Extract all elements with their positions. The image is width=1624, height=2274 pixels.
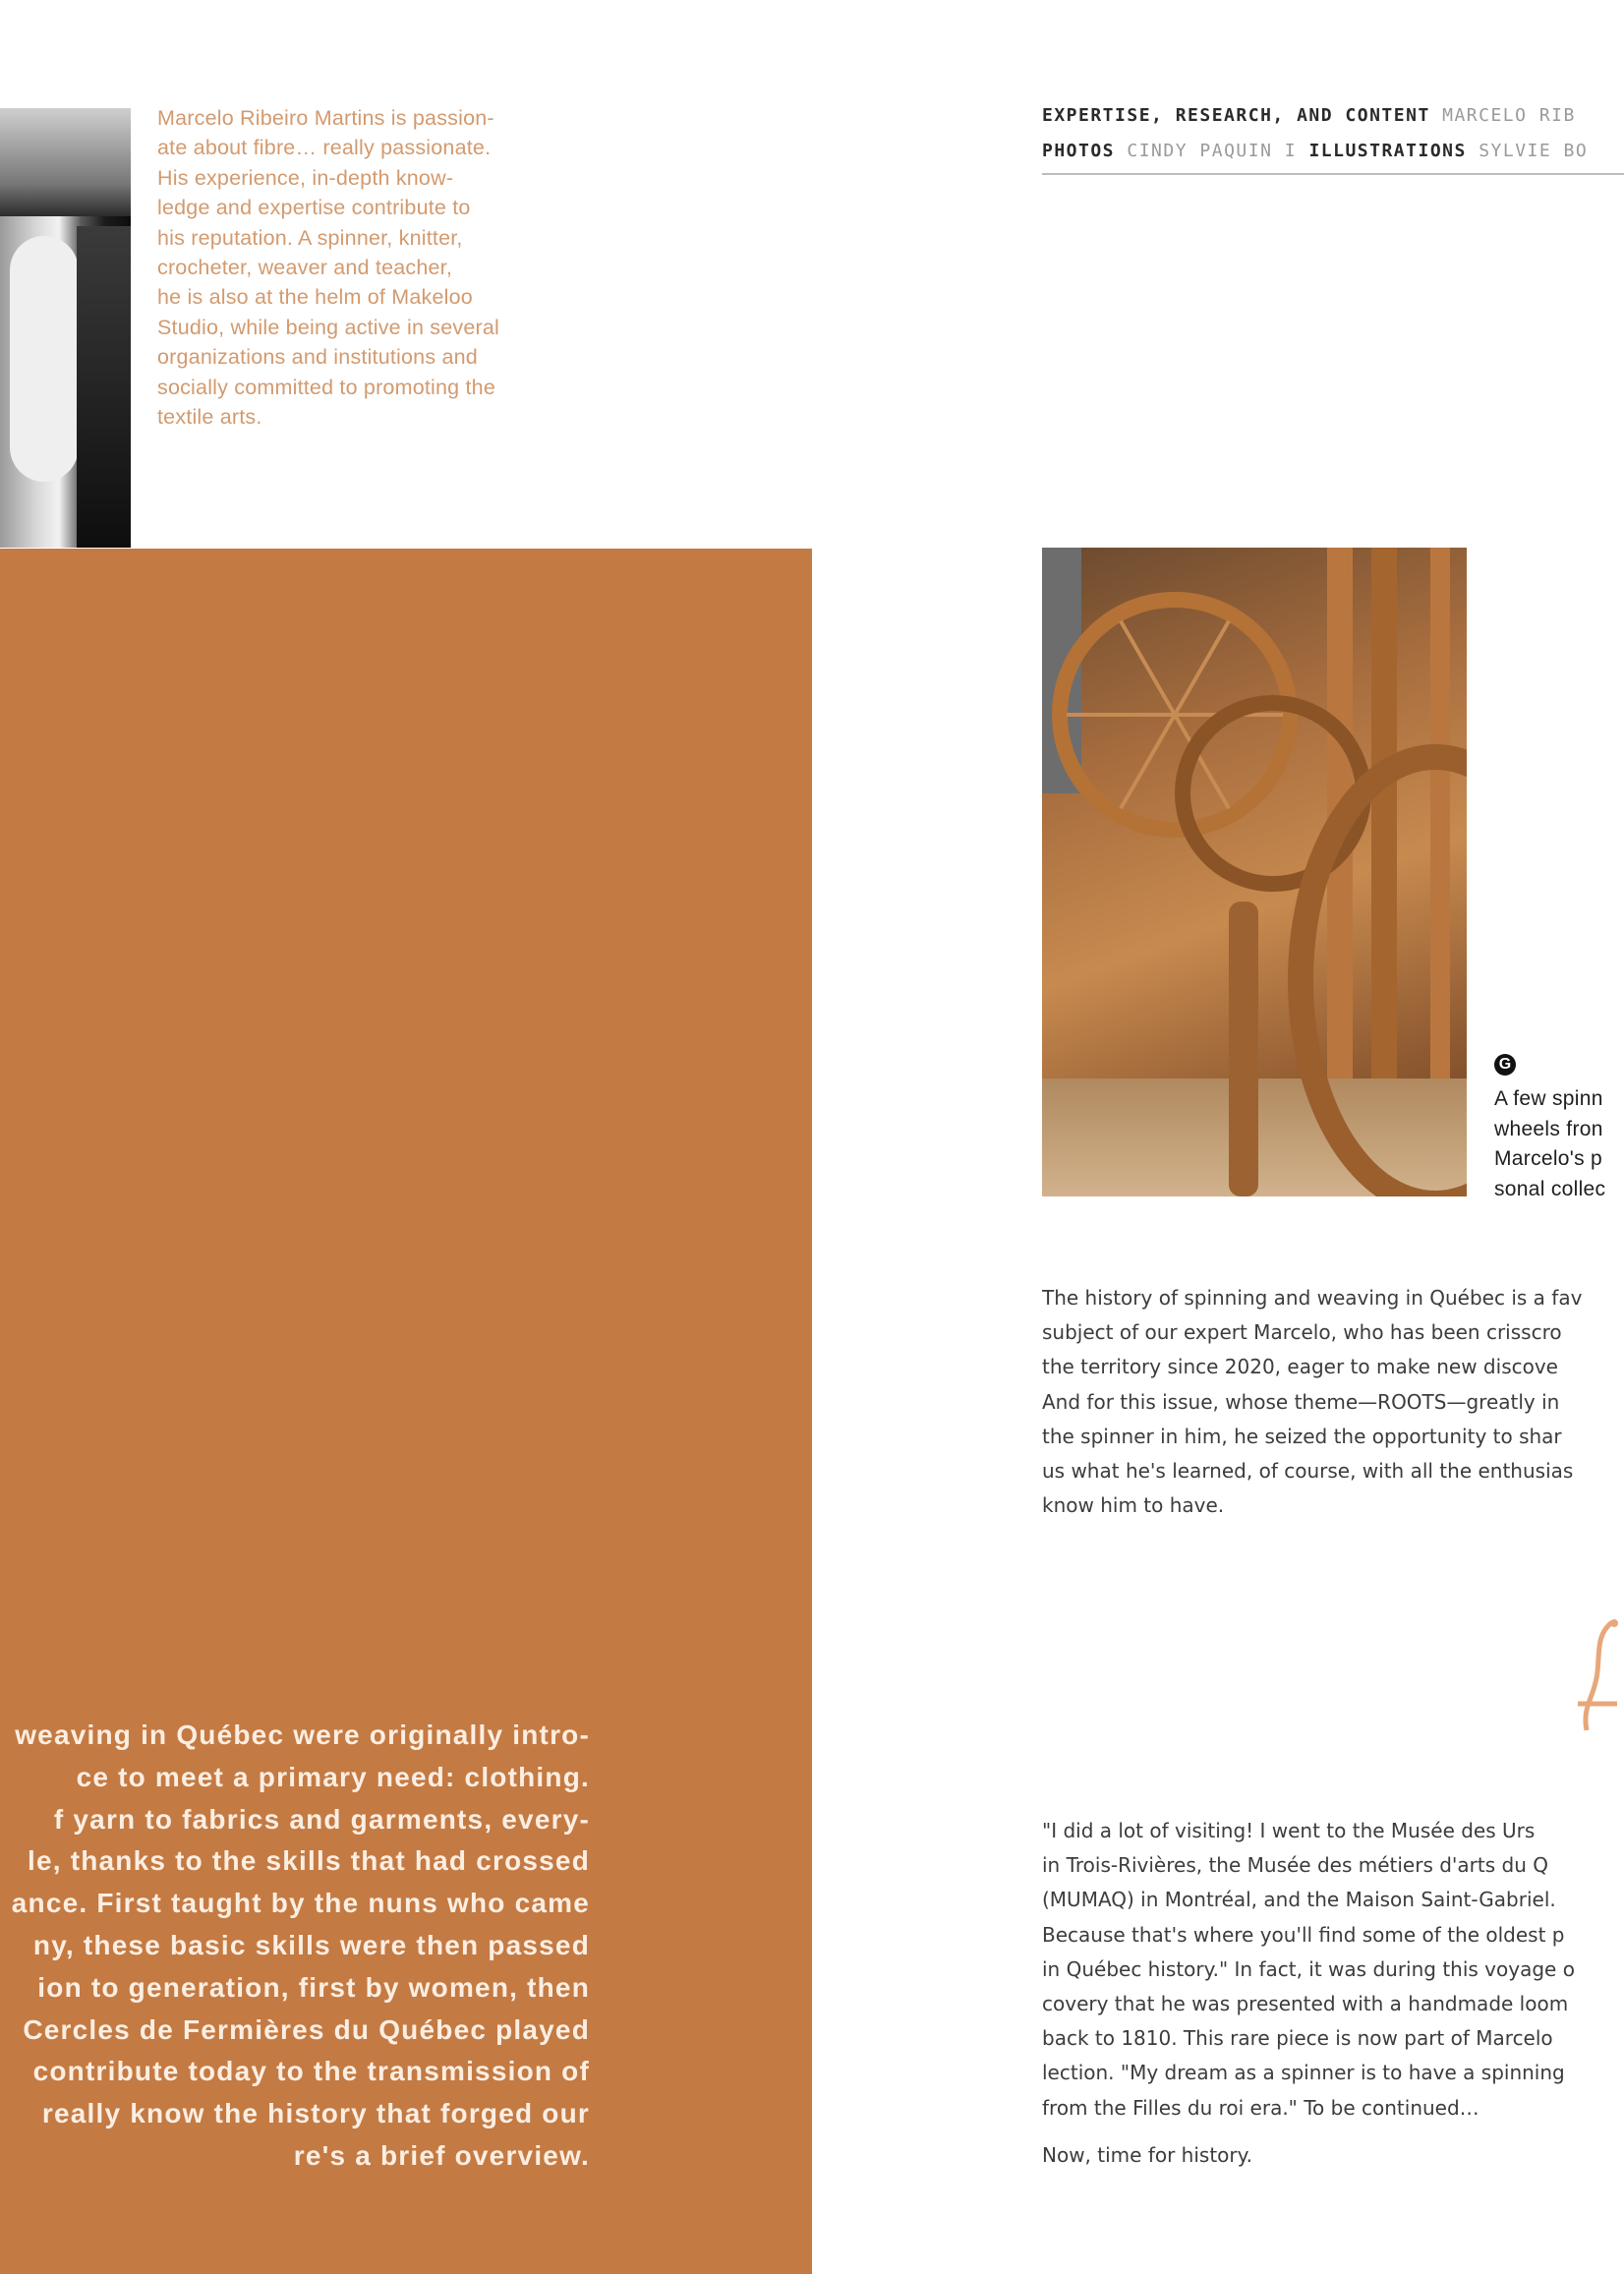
bio-line: ledge and expertise contribute to	[157, 196, 471, 220]
caption-line: wheels fron	[1494, 1117, 1603, 1140]
body-line: in Trois-Rivières, the Musée des métiers d'arts du Q	[1042, 1853, 1548, 1878]
body-line: lection. "My dream as a spinner is to have a spinning	[1042, 2061, 1565, 2085]
body-line: The history of spinning and weaving in Québec is a fav	[1042, 1286, 1583, 1310]
bio-line: organizations and institutions and	[157, 345, 478, 370]
body-line: in Québec history." In fact, it was during this voyage o	[1042, 1956, 1575, 1981]
bio-line: his reputation. A spinner, knitter,	[157, 225, 463, 250]
intro-line: ce to meet a primary need: clothing.	[76, 1761, 590, 1792]
body-line: "I did a lot of visiting! I went to the Musée des Urs	[1042, 1819, 1536, 1842]
bio-line: ate about fibre… really passionate.	[157, 136, 492, 160]
spinning-wheels-photo	[1042, 548, 1467, 1196]
credit-label: EXPERTISE, RESEARCH, AND CONTENT	[1042, 105, 1430, 126]
intro-line: really know the history that forged our	[41, 2098, 590, 2129]
caption-line: sonal collec	[1494, 1177, 1606, 1200]
decorative-flourish	[1573, 1617, 1624, 1745]
body-line: us what he's learned, of course, with all the enthusias	[1042, 1459, 1574, 1484]
intro-line: ny, these basic skills were then passed	[32, 1929, 590, 1960]
body-line: back to 1810. This rare piece is now part of Marcelo	[1042, 2026, 1553, 2051]
intro-line: contribute today to the transmission of	[32, 2056, 590, 2087]
credits-divider	[1042, 173, 1624, 175]
bio-line: Marcelo Ribeiro Martins is passion-	[157, 106, 494, 130]
credit-value: MARCELO RIB	[1442, 105, 1576, 126]
body-line: the spinner in him, he seized the opportunity to shar	[1042, 1424, 1562, 1448]
portrait-photo	[0, 108, 131, 548]
body-paragraph-2	[1042, 1814, 1624, 2126]
body-paragraph-1	[1042, 1281, 1624, 1523]
credits-row-2	[1042, 141, 1624, 161]
intro-text	[0, 1715, 590, 2178]
credit-label: ILLUSTRATIONS	[1308, 141, 1467, 161]
body-line: And for this issue, whose theme—ROOTS—greatly in	[1042, 1389, 1560, 1414]
intro-line: re's a brief overview.	[293, 2139, 590, 2171]
bio-line: socially committed to promoting the	[157, 375, 495, 399]
credit-label: PHOTOS	[1042, 141, 1116, 161]
intro-line: ance. First taught by the nuns who came	[11, 1888, 590, 1919]
photo-caption	[1494, 1084, 1624, 1204]
bio-line: Studio, while being active in several	[157, 315, 500, 339]
bio-line: he is also at the helm of Makeloo	[157, 285, 473, 310]
body-line: the territory since 2020, eager to make new discove	[1042, 1355, 1558, 1379]
intro-line: le, thanks to the skills that had crossed	[27, 1845, 590, 1877]
caption-line: Marcelo's p	[1494, 1147, 1603, 1171]
intro-line: ion to generation, first by women, then	[37, 1971, 590, 2003]
author-bio	[157, 103, 590, 432]
body-paragraph-3	[1042, 2138, 1624, 2173]
body-line: Because that's where you'll find some of the oldest p	[1042, 1922, 1565, 1947]
credit-separator: I	[1284, 141, 1298, 161]
body-line: (MUMAQ) in Montréal, and the Maison Saint-Gabriel.	[1042, 1888, 1556, 1912]
body-line: know him to have.	[1042, 1493, 1225, 1518]
body-line: from the Filles du roi era." To be continued…	[1042, 2095, 1479, 2120]
credit-value: CINDY PAQUIN	[1127, 141, 1273, 161]
bio-line: crocheter, weaver and teacher,	[157, 256, 453, 280]
body-line: subject of our expert Marcelo, who has been crisscro	[1042, 1320, 1562, 1345]
credit-value: SYLVIE BO	[1479, 141, 1589, 161]
intro-line: Cercles de Fermières du Québec played	[23, 2013, 590, 2045]
body-line: covery that he was presented with a handmade loom	[1042, 1992, 1569, 2016]
bio-line: His experience, in-depth know-	[157, 165, 454, 190]
credits-row-1	[1042, 105, 1624, 126]
bio-line: textile arts.	[157, 405, 262, 430]
intro-line: weaving in Québec were originally intro-	[15, 1720, 590, 1750]
body-line: Now, time for history.	[1042, 2143, 1252, 2167]
intro-line: f yarn to fabrics and garments, every-	[53, 1803, 590, 1835]
caption-marker-icon: G	[1494, 1054, 1516, 1076]
caption-line: A few spinn	[1494, 1087, 1603, 1110]
